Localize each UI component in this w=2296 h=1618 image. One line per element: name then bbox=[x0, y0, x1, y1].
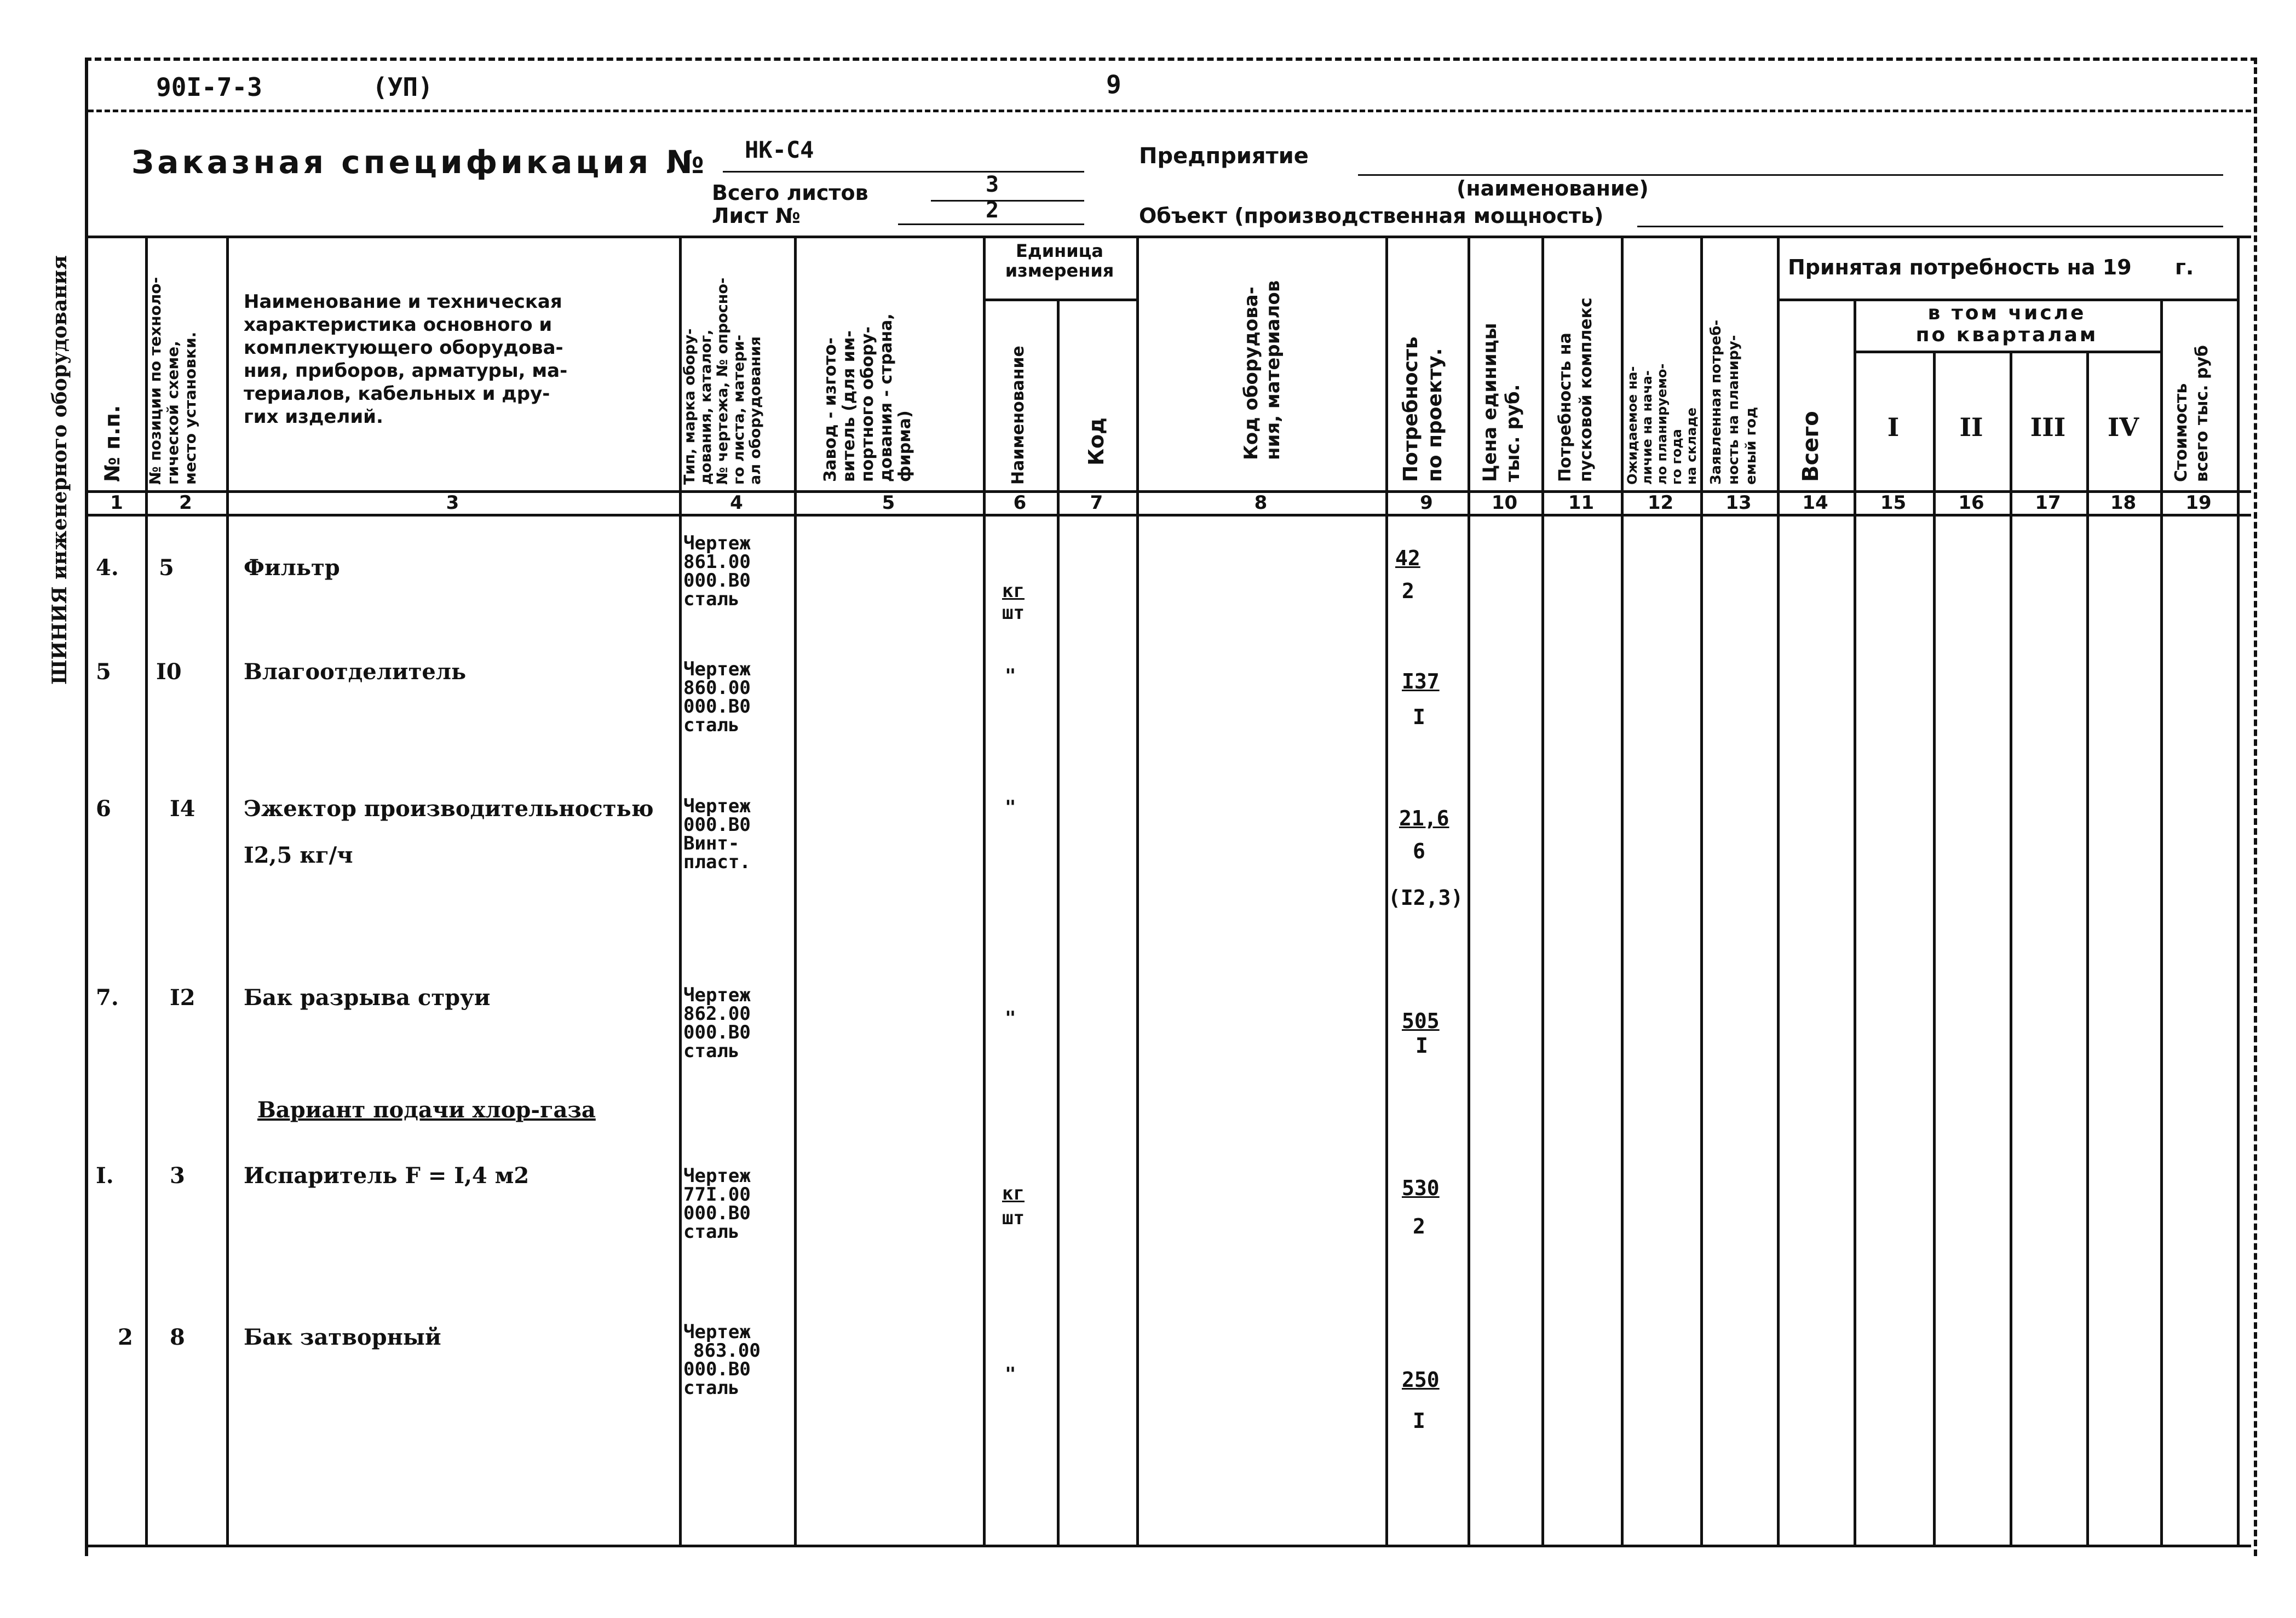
col-line bbox=[1700, 236, 1703, 1545]
col-line bbox=[1777, 236, 1780, 1545]
col4-header: Тип, марка обору- дования, каталог, № чертежа, № опросно- го листа, матери- ал оборудования bbox=[681, 277, 764, 485]
colnum-12: 12 bbox=[1647, 492, 1674, 514]
col7-header: Код bbox=[1084, 417, 1108, 466]
row-unit-bottom: шт bbox=[1002, 602, 1025, 624]
object-label: Объект (производственная мощность) bbox=[1139, 204, 1604, 228]
colnum-4: 4 bbox=[730, 492, 743, 514]
col9-header: Потребность по проекту. bbox=[1400, 336, 1446, 482]
row-need-bottom: 2 bbox=[1413, 1214, 1425, 1238]
row-position: 8 bbox=[170, 1324, 185, 1350]
row-unit-top: " bbox=[1005, 1363, 1016, 1385]
total-sheets-value: 3 bbox=[986, 172, 999, 197]
sheet-value: 2 bbox=[986, 198, 999, 223]
col6-header: Наименование bbox=[1009, 346, 1028, 485]
col-line bbox=[794, 236, 797, 1545]
object-line bbox=[1637, 226, 2223, 227]
colnum-18: 18 bbox=[2110, 492, 2137, 514]
total-sheets-line bbox=[931, 200, 1084, 202]
colnum-14: 14 bbox=[1802, 492, 1828, 514]
quarters-group-line bbox=[1854, 351, 2160, 353]
row-need-top: 21,6 bbox=[1399, 806, 1449, 830]
row-need-bottom: 2 bbox=[1402, 579, 1414, 603]
row-name: Эжектор производительностью bbox=[244, 796, 654, 822]
row-name: Бак затворный bbox=[244, 1324, 441, 1350]
accepted-group-header: Принятая потребность на 19 г. bbox=[1788, 255, 2194, 279]
row-unit-top: " bbox=[1005, 796, 1016, 818]
col19-header: Стоимость всего тыс. руб bbox=[2172, 345, 2212, 482]
doc-code: 90I-7-3 bbox=[156, 72, 262, 102]
row-need-top: I37 bbox=[1402, 669, 1440, 693]
row-need-top: 42 bbox=[1395, 546, 1420, 570]
row-number: I. bbox=[96, 1163, 114, 1189]
total-sheets-label: Всего листов bbox=[712, 181, 868, 205]
col-line bbox=[1541, 236, 1544, 1545]
row-type: Чертеж 861.00 000.В0 сталь bbox=[683, 532, 751, 610]
row-need-top: 505 bbox=[1402, 1009, 1440, 1033]
enterprise-line bbox=[1358, 174, 2223, 176]
row-need-bottom: I bbox=[1415, 1034, 1428, 1058]
col2-header: № позиции по техноло- гической схеме, место установки. bbox=[146, 277, 199, 485]
row-need-bottom: I bbox=[1413, 1409, 1425, 1433]
row-name-line2: I2,5 кг/ч bbox=[244, 842, 353, 868]
col10-header: Цена единицы тыс. руб. bbox=[1479, 323, 1524, 482]
spec-title: Заказная спецификация № bbox=[131, 144, 708, 181]
spec-number: НК-С4 bbox=[745, 136, 814, 163]
row-number: 7. bbox=[96, 985, 119, 1011]
row-need-extra: (I2,3) bbox=[1388, 886, 1464, 910]
col11-header: Потребность на пусковой комплекс bbox=[1556, 297, 1596, 482]
col18-header: IV bbox=[2107, 412, 2139, 442]
table-top-line bbox=[88, 236, 2251, 238]
col-line bbox=[2010, 351, 2012, 1545]
col-line bbox=[2086, 351, 2089, 1545]
colnum-15: 15 bbox=[1880, 492, 1907, 514]
col15-header: I bbox=[1887, 412, 1900, 442]
colnum-8: 8 bbox=[1254, 492, 1268, 514]
colnum-1: 1 bbox=[110, 492, 123, 514]
column-number-bottom-line bbox=[88, 514, 2251, 517]
row-unit-top: " bbox=[1005, 1007, 1016, 1029]
spec-number-line bbox=[723, 171, 1084, 173]
col3-header: Наименование и техническая характеристика основного и комплектующего оборудова- ния, приборов, арматуры, ма- териалов, кабельных и дру- гих изделий. bbox=[244, 291, 568, 428]
col17-header: III bbox=[2030, 412, 2066, 442]
col-line bbox=[2160, 299, 2163, 1545]
col-line bbox=[226, 236, 229, 1545]
header-divider bbox=[88, 110, 2251, 112]
col12-header: Ожидаемое на- личие на нача- ло планируемо- го года на складе bbox=[1625, 363, 1699, 485]
row-need-top: 530 bbox=[1402, 1176, 1440, 1200]
col14-header: Всего bbox=[1798, 411, 1823, 482]
colnum-16: 16 bbox=[1958, 492, 1984, 514]
enterprise-label: Предприятие bbox=[1139, 144, 1309, 169]
row-need-bottom: I bbox=[1413, 705, 1425, 729]
colnum-9: 9 bbox=[1420, 492, 1433, 514]
colnum-13: 13 bbox=[1725, 492, 1752, 514]
row-number: 2 bbox=[118, 1324, 133, 1350]
colnum-2: 2 bbox=[179, 492, 192, 514]
sheet-line bbox=[898, 223, 1084, 225]
col-line bbox=[1621, 236, 1624, 1545]
row-position: 3 bbox=[170, 1163, 185, 1189]
quarters-group-header: в том числе по кварталам bbox=[1915, 302, 2098, 346]
row-number: 5 bbox=[96, 659, 111, 685]
col16-header: II bbox=[1959, 412, 1983, 442]
row-position: 5 bbox=[159, 555, 174, 581]
colnum-17: 17 bbox=[2035, 492, 2061, 514]
unit-group-header: Единица измерения bbox=[1005, 240, 1114, 281]
colnum-6: 6 bbox=[1013, 492, 1027, 514]
col-line bbox=[1468, 236, 1470, 1545]
col-line bbox=[1057, 299, 1060, 1545]
side-caption: ШИНИЯ инженерного оборудования bbox=[48, 255, 71, 685]
colnum-11: 11 bbox=[1568, 492, 1595, 514]
row-need-top: 250 bbox=[1402, 1368, 1440, 1392]
row-unit-bottom: шт bbox=[1002, 1207, 1025, 1229]
col-line bbox=[1933, 351, 1936, 1545]
row-unit-top: кг bbox=[1002, 1183, 1025, 1204]
col1-header: № п.п. bbox=[100, 405, 124, 482]
row-unit-top: " bbox=[1005, 665, 1016, 687]
colnum-3: 3 bbox=[446, 492, 459, 514]
col-line bbox=[983, 236, 986, 1545]
row-name: Бак разрыва струи bbox=[244, 985, 491, 1011]
col-line bbox=[2237, 236, 2240, 1545]
accepted-group-line bbox=[1777, 299, 2240, 301]
col8-header: Код оборудова- ния, материалов bbox=[1240, 280, 1284, 460]
name-caption: (наименование) bbox=[1457, 176, 1649, 200]
colnum-10: 10 bbox=[1491, 492, 1518, 514]
row-type: Чертеж 000.В0 Винт- пласт. bbox=[683, 795, 751, 873]
row-number: 4. bbox=[96, 555, 119, 581]
row-type: Чертеж 77I.00 000.В0 сталь bbox=[683, 1165, 751, 1243]
row-name: Испаритель F = I,4 м2 bbox=[244, 1163, 530, 1189]
row-unit-top: кг bbox=[1002, 580, 1025, 602]
row-type: Чертеж 862.00 000.В0 сталь bbox=[683, 984, 751, 1062]
row-number: 6 bbox=[96, 796, 111, 822]
sheet-label: Лист № bbox=[712, 204, 801, 228]
row-position: I0 bbox=[156, 659, 182, 685]
colnum-7: 7 bbox=[1090, 492, 1103, 514]
row-name: Влагоотделитель bbox=[244, 659, 467, 685]
page-number: 9 bbox=[1106, 70, 1121, 99]
row-need-bottom: 6 bbox=[1413, 839, 1425, 863]
col-line bbox=[1136, 236, 1139, 1545]
row-position: I2 bbox=[170, 985, 195, 1011]
colnum-5: 5 bbox=[882, 492, 895, 514]
table-bottom-line bbox=[88, 1545, 2251, 1547]
col13-header: Заявленная потреб- ность на планиру- емый год bbox=[1708, 319, 1759, 485]
album-code: (УП) bbox=[372, 72, 433, 102]
unit-group-line bbox=[983, 299, 1136, 301]
col5-header: Завод - изгото- витель (для им- портного обору- дования - страна, фирма) bbox=[821, 313, 914, 482]
colnum-19: 19 bbox=[2185, 492, 2212, 514]
row-type: Чертеж 863.00 000.В0 сталь bbox=[683, 1321, 761, 1399]
row-position: I4 bbox=[170, 796, 195, 822]
section-title: Вариант подачи хлор-газа bbox=[257, 1097, 596, 1123]
row-type: Чертеж 860.00 000.В0 сталь bbox=[683, 658, 751, 736]
row-name: Фильтр bbox=[244, 555, 340, 581]
col-line bbox=[1854, 299, 1856, 1545]
